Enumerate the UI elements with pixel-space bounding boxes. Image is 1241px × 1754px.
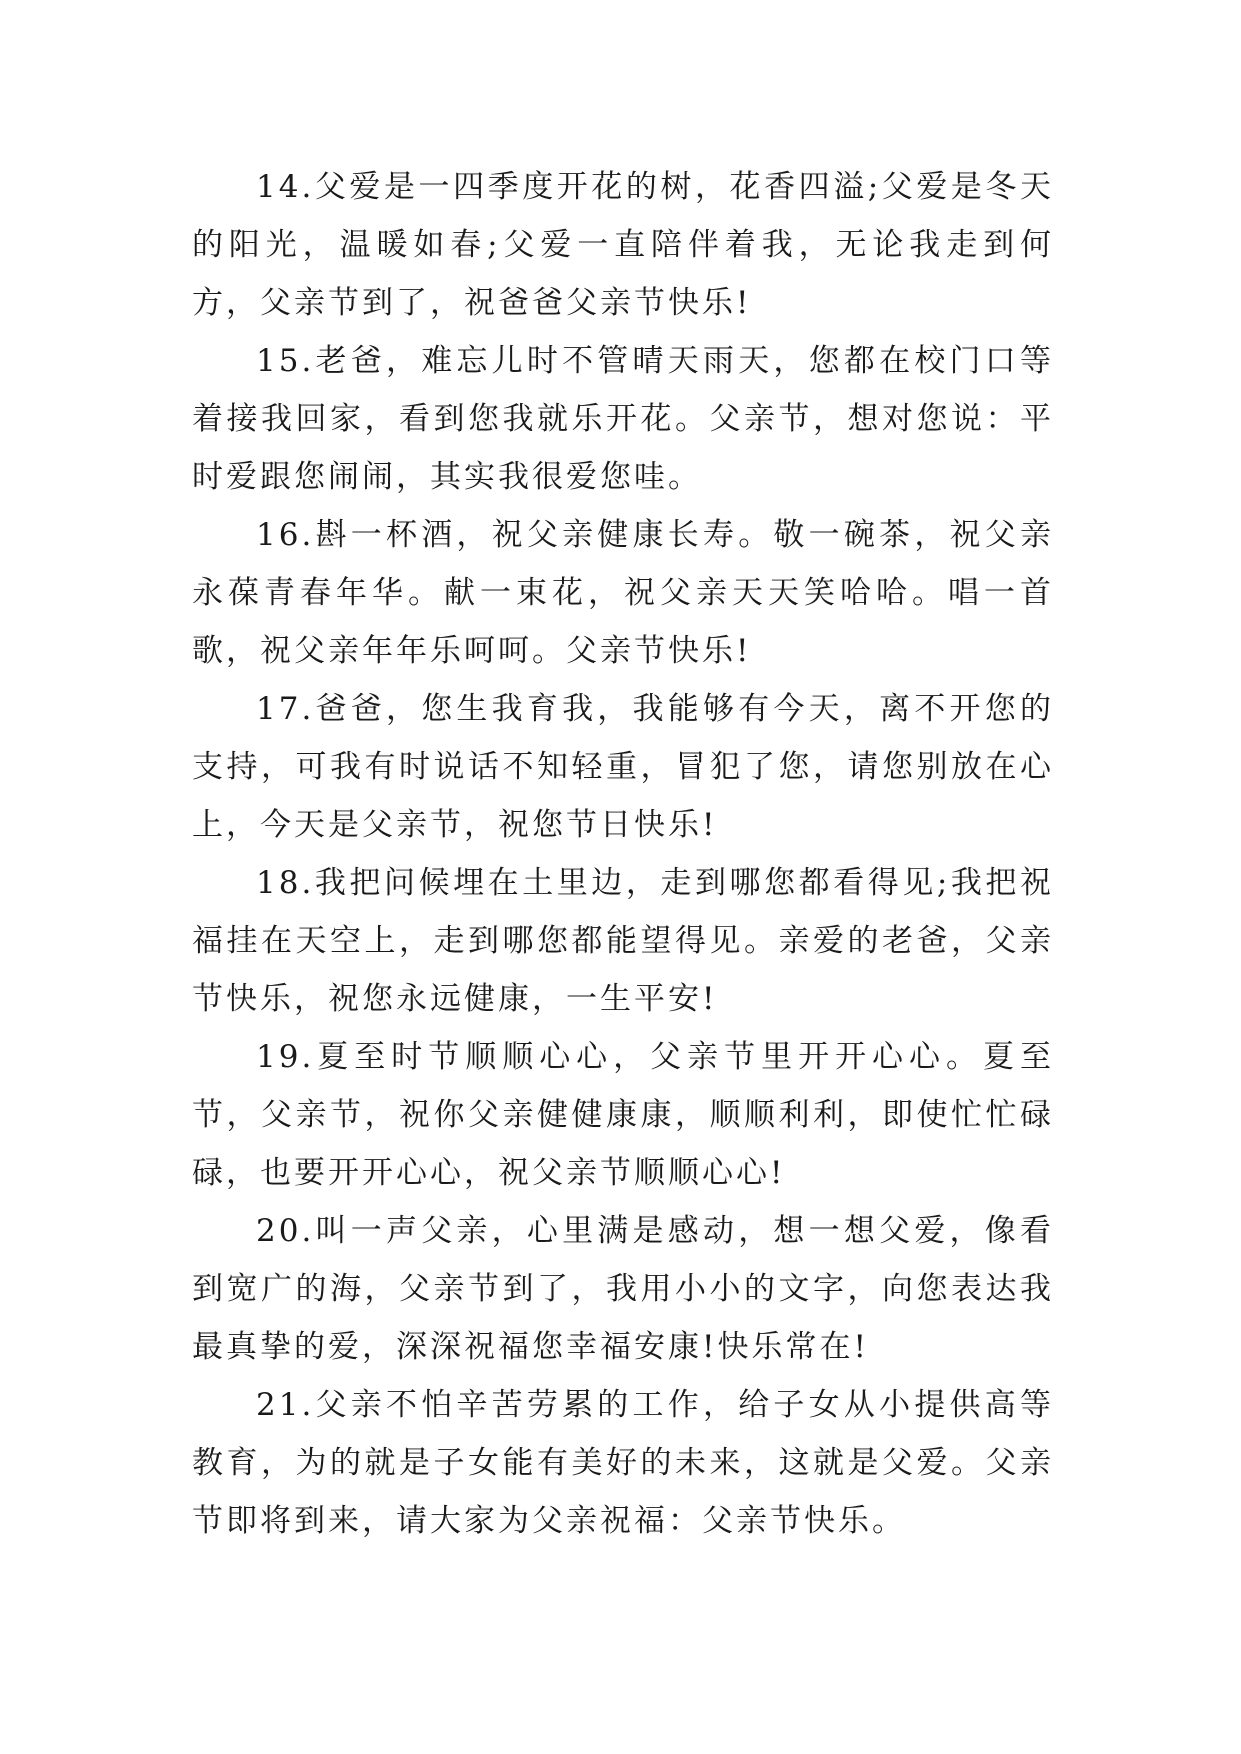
paragraph-16: 16.斟一杯酒，祝父亲健康长寿。敬一碗茶，祝父亲永葆青春年华。献一束花，祝父亲天天笑哈哈。唱一首歌，祝父亲年年乐呵呵。父亲节快乐! xyxy=(192,517,1054,669)
paragraph-14: 14.父爱是一四季度开花的树，花香四溢;父爱是冬天的阳光，温暖如春;父爱一直陪伴着我，无论我走到何方，父亲节到了，祝爸爸父亲节快乐! xyxy=(192,169,1054,321)
paragraph-17: 17.爸爸，您生我育我，我能够有今天，离不开您的支持，可我有时说话不知轻重，冒犯了您，请您别放在心上，今天是父亲节，祝您节日快乐! xyxy=(192,691,1054,843)
document-body xyxy=(192,158,1054,1550)
paragraph-19: 19.夏至时节顺顺心心，父亲节里开开心心。夏至节，父亲节，祝你父亲健健康康，顺顺利利，即使忙忙碌碌，也要开开心心，祝父亲节顺顺心心! xyxy=(192,1039,1054,1191)
paragraph-18: 18.我把问候埋在土里边，走到哪您都看得见;我把祝福挂在天空上，走到哪您都能望得见。亲爱的老爸，父亲节快乐，祝您永远健康，一生平安! xyxy=(192,865,1054,1017)
paragraph-21: 21.父亲不怕辛苦劳累的工作，给子女从小提供高等教育，为的就是子女能有美好的未来，这就是父爱。父亲节即将到来，请大家为父亲祝福：父亲节快乐。 xyxy=(192,1387,1054,1539)
paragraph-15: 15.老爸，难忘儿时不管晴天雨天，您都在校门口等着接我回家，看到您我就乐开花。父亲节，想对您说：平时爱跟您闹闹，其实我很爱您哇。 xyxy=(192,343,1054,495)
paragraph-20: 20.叫一声父亲，心里满是感动，想一想父爱，像看到宽广的海，父亲节到了，我用小小的文字，向您表达我最真挚的爱，深深祝福您幸福安康!快乐常在! xyxy=(192,1213,1054,1365)
